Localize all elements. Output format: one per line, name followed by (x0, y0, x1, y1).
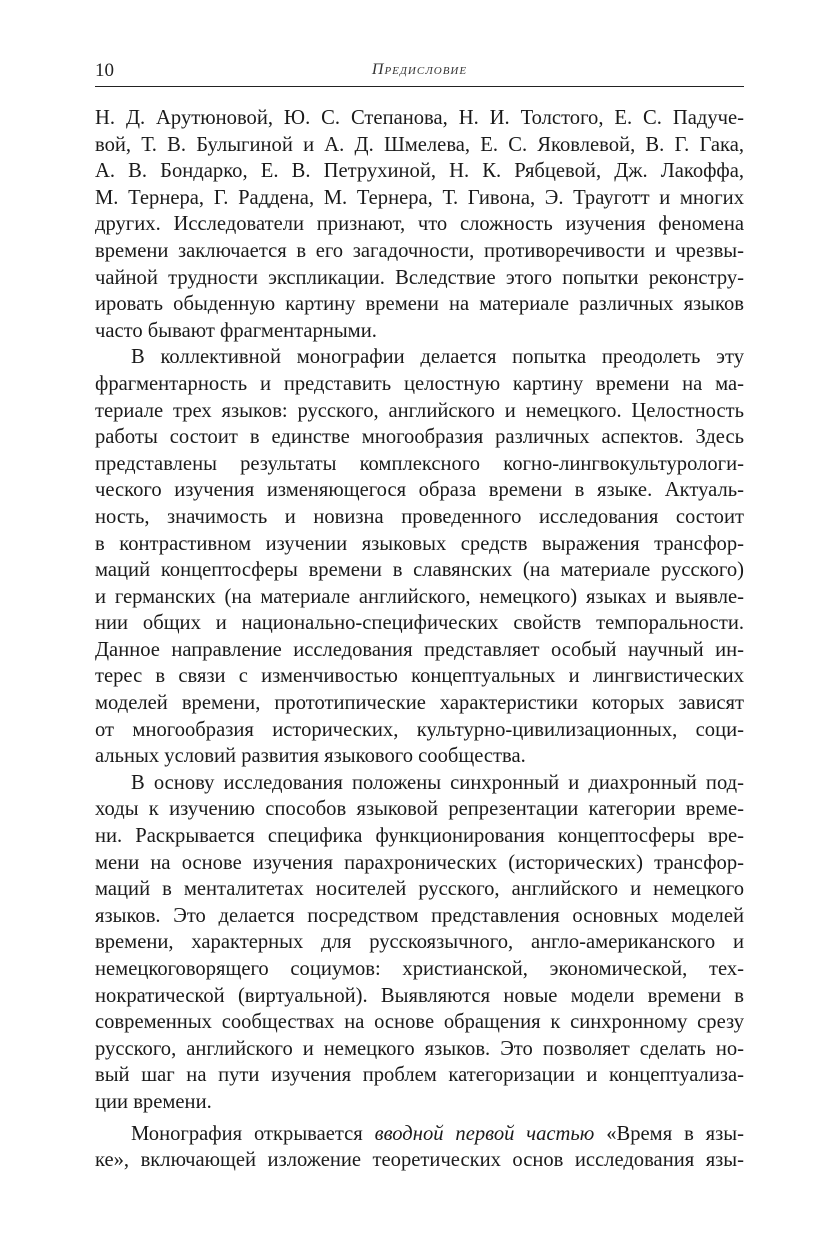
text-line: ке», включающей изложение теоретических основ исследования язы- (95, 1149, 744, 1172)
text-line: маций в менталитетах носителей русского, английского и немецкого (95, 878, 744, 901)
paragraph-3 (95, 770, 744, 1116)
text-line: немецкоговорящего социумов: христианской, экономической, тех- (95, 958, 744, 980)
text-line: М. Тернера, Г. Раддена, М. Тернера, Т. Гивона, Э. Трауготт и многих (95, 186, 744, 209)
text-line: ировать обыденную картину времени на материале различных языков (95, 293, 744, 316)
text-line: чайной трудности экспликации. Вследствие этого попытки реконстру- (95, 266, 744, 289)
text-line: в контрастивном изучении языковых средств выражения трансфор- (95, 532, 744, 555)
text-line: языков. Это делается посредством представления основных моделей (95, 904, 744, 927)
paragraph-2 (95, 344, 744, 770)
italic-emphasis: вводной первой частью (374, 1122, 595, 1145)
paragraph-4 (95, 1121, 744, 1174)
text-line: терес в связи с изменчивостью концептуальных и лингвистических (95, 665, 744, 688)
text-line: нократической (виртуальной). Выявляются новые модели времени в (95, 984, 744, 1007)
text-line: часто бывают фрагментарными. (95, 319, 377, 342)
text-line: Н. Д. Арутюновой, Ю. С. Степанова, Н. И. Толстого, Е. С. Падуче- (95, 107, 744, 129)
text-line: вый шаг на пути изучения проблем категоризации и концептуализа- (95, 1064, 744, 1087)
text-line: вой, Т. В. Булыгиной и А. Д. Шмелева, Е. С. Яковлевой, В. Г. Гака, (95, 133, 744, 156)
text-line: других. Исследователи признают, что сложность изучения феномена (95, 213, 744, 236)
body-text (95, 105, 744, 1174)
text-line: работы состоит в единстве многообразия различных аспектов. Здесь (95, 426, 744, 449)
text-line: ность, значимость и новизна проведенного исследования состоит (95, 505, 744, 528)
text-line: Данное направление исследования представляет особый научный ин- (95, 638, 744, 661)
text-line: моделей времени, прототипические характеристики которых зависят (95, 692, 744, 715)
text-line: териале трех языков: русского, английского и немецкого. Целостность (95, 399, 744, 422)
text-run: Монография открывается (131, 1122, 375, 1145)
text-line: В коллективной монографии делается попытка преодолеть эту (131, 346, 744, 369)
page-header (95, 58, 744, 87)
text-line: современных сообществах на основе обращения к синхронному срезу (95, 1011, 744, 1034)
text-line: ходы к изучению способов языковой репрезентации категории време- (95, 798, 744, 821)
text-line: русского, английского и немецкого языков. Это позволяет сделать но- (95, 1037, 744, 1060)
text-line: маций концептосферы времени в славянских (на материале русского) (95, 559, 744, 582)
text-line: времени заключается в его загадочности, противоречивости и чрезвы- (95, 239, 744, 262)
text-line: мени на основе изучения парахронических (исторических) трансфор- (95, 851, 744, 874)
text-line: ческого изучения изменяющегося образа времени в языке. Актуаль- (95, 479, 744, 502)
text-line: А. В. Бондарко, Е. В. Петрухиной, Н. К. Рябцевой, Дж. Лакоффа, (95, 160, 744, 183)
text-line: от многообразия исторических, культурно-цивилизационных, соци- (95, 718, 744, 741)
text-line: ции времени. (95, 1090, 212, 1113)
text-line: фрагментарность и представить целостную картину времени на ма- (95, 372, 744, 395)
page-number: 10 (95, 60, 114, 81)
text-line: времени, характерных для русскоязычного, англо-американского и (95, 931, 744, 954)
text-line: альных условий развития языкового сообщества. (95, 745, 526, 768)
running-title: Предисловие (371, 61, 468, 78)
paragraph-1 (95, 105, 744, 344)
text-line: представлены результаты комплексного когно-лингвокультурологи- (95, 452, 744, 475)
text-line: нии общих и национально-специфических свойств темпоральности. (95, 612, 744, 635)
text-run: «Время в язы- (594, 1122, 744, 1145)
text-line (95, 1121, 744, 1148)
text-line: и германских (на материале английского, немецкого) языках и выявле- (95, 585, 744, 608)
text-line: ни. Раскрывается специфика функционирования концептосферы вре- (95, 825, 744, 848)
text-line: В основу исследования положены синхронный и диахронный под- (131, 771, 744, 794)
